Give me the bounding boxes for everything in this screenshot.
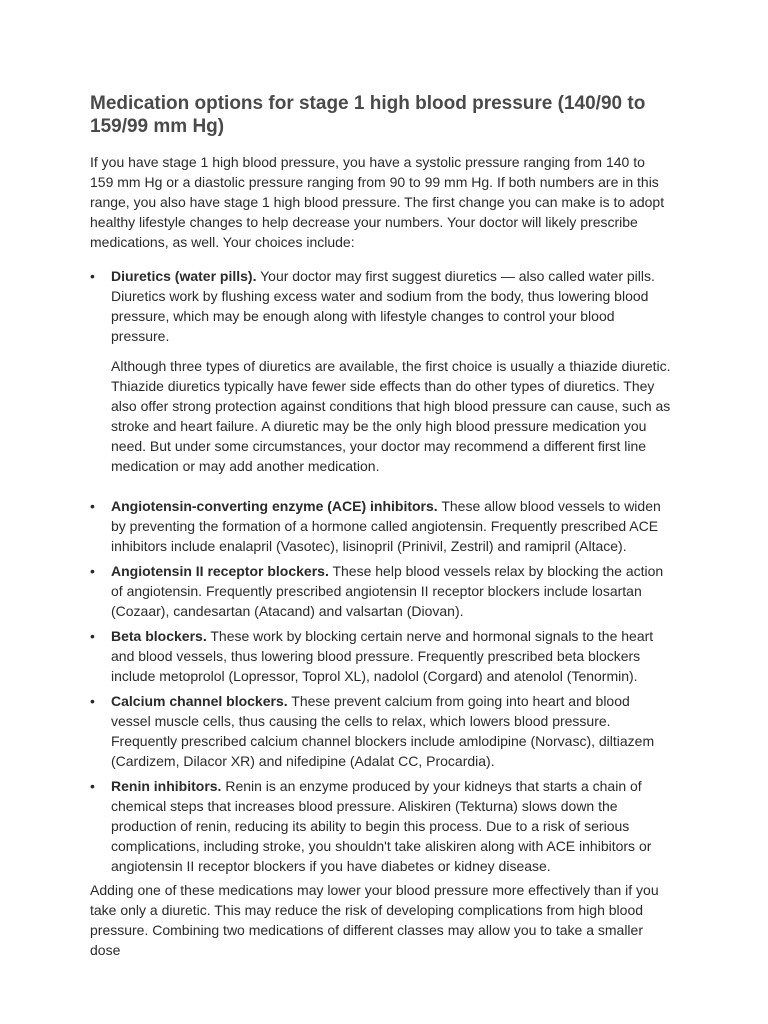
list-item-ace-inhibitors xyxy=(90,496,673,556)
closing-paragraph: Adding one of these medications may lower your blood pressure more effectively than if you take only a diuretic. This may reduce the risk of developing complications from high blood pressure. Combining two medications of different classes may allow you to take a smaller dose xyxy=(90,882,659,958)
item-term: Calcium channel blockers. xyxy=(111,693,288,709)
medication-list-primary xyxy=(90,266,671,476)
bullet: • xyxy=(90,268,95,284)
medication-list-secondary xyxy=(90,496,668,876)
item-term: Diuretics (water pills). xyxy=(111,268,257,284)
bullet: • xyxy=(90,498,95,514)
bullet: • xyxy=(90,563,95,579)
item-text: Renin is an enzyme produced by your kidneys that starts a chain of chemical steps that increases blood pressure. Aliskiren (Tekturna) slows down the production of renin, reducing its ability to begin this process. Due to a risk of serious complications, including stroke, you shouldn't take aliskiren along with ACE inhibitors or angiotensin II receptor blockers if you have diabetes or kidney disease. xyxy=(111,778,652,874)
item-text: These prevent calcium from going into heart and blood vessel muscle cells, thus causing the cells to relax, which lowers blood pressure. Frequently prescribed calcium channel blockers include amlodipine (Norvasc), diltiazem (Cardizem, Dilacor XR) and nifedipine (Adalat CC, Procardia). xyxy=(111,693,655,769)
bullet: • xyxy=(90,778,95,794)
list-item-diuretics xyxy=(90,266,671,476)
item-term: Angiotensin-converting enzyme (ACE) inhibitors. xyxy=(111,498,438,514)
item-text: These help blood vessels relax by blocking the action of angiotensin. Frequently prescribed angiotensin II receptor blockers include losartan (Cozaar), candesartan (Atacand) and valsartan (Diovan). xyxy=(111,563,664,619)
section-heading: Medication options for stage 1 high blood pressure (140/90 to 159/99 mm Hg) xyxy=(90,93,646,137)
item-term: Beta blockers. xyxy=(111,628,207,644)
bullet: • xyxy=(90,693,95,709)
item-term: Renin inhibitors. xyxy=(111,778,222,794)
item-text: These work by blocking certain nerve and hormonal signals to the heart and blood vessels, thus lowering blood pressure. Frequently prescribed beta blockers include metoprolol (Lopressor, Toprol XL), nadolol (Corgard) and atenolol (Tenormin). xyxy=(111,628,654,684)
list-item-calcium-channel-blockers xyxy=(90,691,673,771)
item-text: Your doctor may first suggest diuretics — also called water pills. Diuretics work by flushing excess water and sodium from the body, thus lowering blood pressure, which may be enough along with lifestyle changes to control your blood pressure. xyxy=(111,268,655,344)
intro-paragraph: If you have stage 1 high blood pressure, you have a systolic pressure ranging from 140 to 159 mm Hg or a diastolic pressure ranging from 90 to 99 mm Hg. If both numbers are in this range, you also have stage 1 high blood pressure. The first change you can make is to adopt healthy lifestyle changes to help decrease your numbers. Your doctor will likely prescribe medications, as well. Your choices include: xyxy=(90,154,665,250)
list-item-arbs xyxy=(90,561,673,621)
item-text: These allow blood vessels to widen by preventing the formation of a hormone called angiotensin. Frequently prescribed ACE inhibitors include enalapril (Vasotec), lisinopril (Prinivil, Zestril) and ramipril (Altace). xyxy=(111,498,661,554)
list-item-beta-blockers xyxy=(90,626,673,686)
list-item-renin-inhibitors xyxy=(90,776,673,876)
item-term: Angiotensin II receptor blockers. xyxy=(111,563,329,579)
bullet: • xyxy=(90,628,95,644)
diuretics-detail-paragraph: Although three types of diuretics are available, the first choice is usually a thiazide diuretic. Thiazide diuretics typically have fewer side effects than do other types of diuretics. They also offer strong protection against conditions that high blood pressure can cause, such as stroke and heart failure. A diuretic may be the only high blood pressure medication you need. But under some circumstances, your doctor may recommend a different first line medication or may add another medication. xyxy=(111,358,671,474)
